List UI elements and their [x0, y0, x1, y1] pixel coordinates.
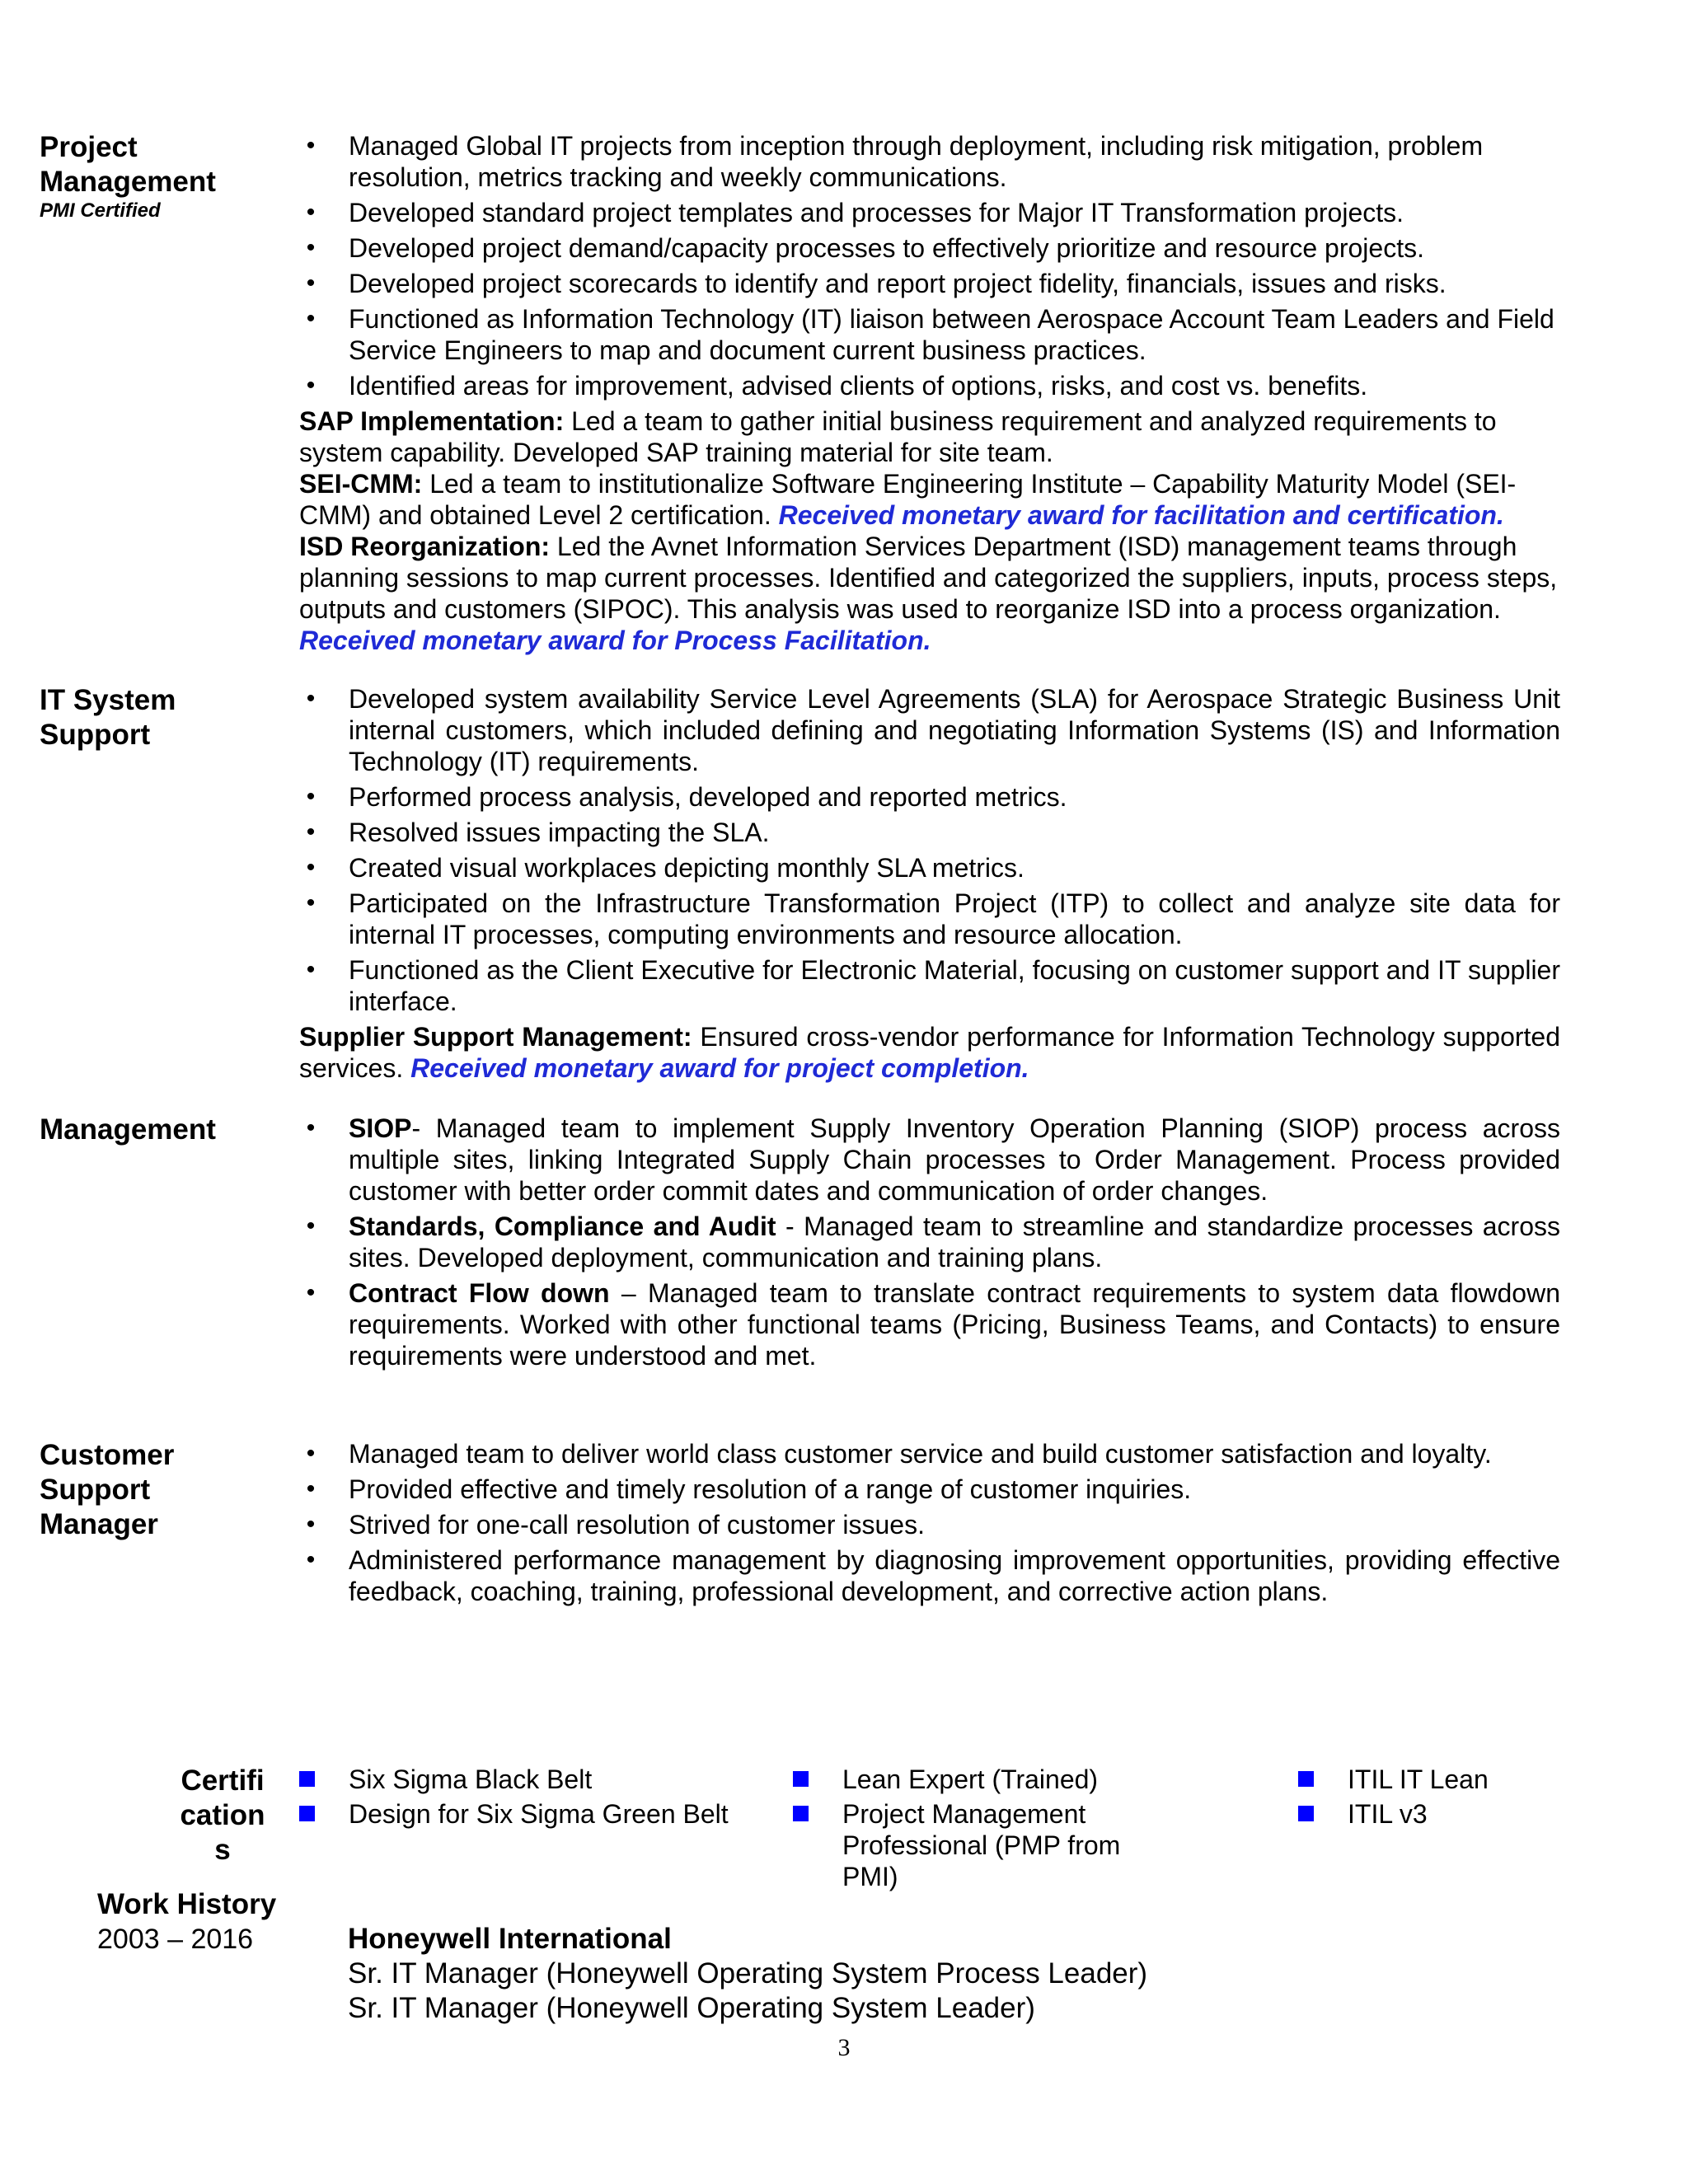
certifications-column — [793, 1764, 1254, 1896]
bullet-icon: • — [306, 783, 316, 810]
bullet-icon: • — [306, 1511, 316, 1538]
certifications-title: Certifications — [180, 1765, 265, 1866]
page-number: 3 — [837, 2034, 851, 2061]
sap-paragraph: SAP Implementation: Led a team to gather initial business requirement and analyzed requirements to system capability. Developed SAP training material for site team. — [299, 406, 1497, 467]
bullet-icon: • — [306, 889, 316, 916]
certification-item: Design for Six Sigma Green Belt — [299, 1798, 761, 1830]
list-item: • Performed process analysis, developed and reported metrics. — [299, 781, 1560, 813]
section-body — [299, 130, 1585, 656]
bullet-icon: • — [306, 234, 316, 261]
square-bullet-icon — [793, 1771, 809, 1787]
bullet-list — [299, 130, 1585, 401]
certification-item: Six Sigma Black Belt — [299, 1764, 761, 1795]
list-item: • Developed project scorecards to identify and report project fidelity, financials, issues and risks. — [299, 268, 1585, 299]
list-item: • Strived for one-call resolution of customer issues. — [299, 1509, 1560, 1540]
list-item: • Functioned as the Client Executive for Electronic Material, focusing on customer support and IT supplier interface. — [299, 954, 1560, 1017]
section-title: Management — [40, 1113, 216, 1146]
bullet-icon: • — [306, 854, 316, 881]
award-text: Received monetary award for Process Facilitation. — [299, 626, 931, 655]
square-bullet-icon — [793, 1806, 809, 1821]
award-text: Received monetary award for project completion. — [410, 1053, 1029, 1083]
list-item: • SIOP- Managed team to implement Supply Inventory Operation Planning (SIOP) process across multiple sites, linking Integrated Supply Chain processes to Order Management. Process provided customer with better order commit dates and communication of order changes. — [299, 1113, 1560, 1207]
list-item: • Provided effective and timely resolution of a range of customer inquiries. — [299, 1474, 1560, 1505]
certification-item: ITIL v3 — [1298, 1798, 1628, 1830]
bullet-icon: • — [306, 1440, 316, 1467]
work-history-role: Sr. IT Manager (Honeywell Operating System Process Leader) — [348, 1957, 1148, 1990]
bullet-icon: • — [306, 305, 316, 332]
list-item: • Managed Global IT projects from inception through deployment, including risk mitigation, problem resolution, metrics tracking and weekly communications. — [299, 130, 1585, 193]
list-item: • Administered performance management by diagnosing improvement opportunities, providing effective feedback, coaching, training, professional development, and corrective action plans. — [299, 1544, 1560, 1607]
work-history-title: Work History — [97, 1888, 277, 1920]
list-item: • Developed project demand/capacity processes to effectively prioritize and resource projects. — [299, 232, 1585, 264]
square-bullet-icon — [1298, 1771, 1314, 1787]
bullet-icon: • — [306, 199, 316, 226]
supplier-paragraph: Supplier Support Management: Ensured cross-vendor performance for Information Technology supported services. Received monetary award for project completion. — [299, 1022, 1561, 1083]
list-item: • Managed team to deliver world class customer service and build customer satisfaction and loyalty. — [299, 1438, 1560, 1469]
bullet-icon: • — [306, 1475, 316, 1502]
section-subtitle: PMI Certified — [40, 199, 161, 222]
square-bullet-icon — [299, 1806, 315, 1821]
section-body — [299, 1438, 1560, 1611]
square-bullet-icon — [1298, 1806, 1314, 1821]
award-text: Received monetary award for facilitation and certification. — [778, 500, 1504, 530]
list-item: • Created visual workplaces depicting monthly SLA metrics. — [299, 852, 1560, 883]
bullet-list — [299, 1438, 1560, 1607]
section-title: IT System Support — [40, 684, 176, 751]
bullet-icon: • — [306, 956, 316, 983]
work-history-years: 2003 – 2016 — [97, 1924, 254, 1955]
bullet-list — [299, 683, 1560, 1017]
bullet-icon: • — [306, 818, 316, 846]
bullet-icon: • — [306, 1546, 316, 1573]
list-item: • Contract Flow down – Managed team to translate contract requirements to system data flowdown requirements. Worked with other functional teams (Pricing, Business Teams, and Contacts) to ensure requirements were understood and met. — [299, 1277, 1560, 1371]
bullet-icon: • — [306, 1212, 316, 1240]
certifications-column — [299, 1764, 761, 1833]
square-bullet-icon — [299, 1771, 315, 1787]
work-history-role: Sr. IT Manager (Honeywell Operating System Leader) — [348, 1992, 1035, 2024]
bullet-icon: • — [306, 1114, 316, 1141]
certifications-column — [1298, 1764, 1628, 1833]
section-body — [299, 683, 1560, 1084]
bullet-icon: • — [306, 132, 316, 159]
bullet-icon: • — [306, 269, 316, 297]
list-item: • Functioned as Information Technology (IT) liaison between Aerospace Account Team Leaders and Field Service Engineers to map and document current business practices. — [299, 303, 1585, 366]
section-body — [299, 1113, 1560, 1376]
section-title — [40, 130, 287, 223]
section-title: Customer Support Manager — [40, 1439, 175, 1540]
bullet-icon: • — [306, 685, 316, 712]
bullet-icon: • — [306, 372, 316, 399]
certification-item: Lean Expert (Trained) — [793, 1764, 1254, 1795]
certification-item: Project Management Professional (PMP from PMI) — [793, 1798, 1156, 1892]
list-item: • Developed standard project templates and processes for Major IT Transformation projects. — [299, 197, 1585, 228]
bullet-list — [299, 1113, 1560, 1371]
work-history-company: Honeywell International — [348, 1923, 672, 1955]
list-item: • Resolved issues impacting the SLA. — [299, 817, 1560, 848]
section-title-text: Project Management — [40, 131, 216, 198]
list-item: • Identified areas for improvement, advised clients of options, risks, and cost vs. benefits. — [299, 370, 1585, 401]
list-item: • Standards, Compliance and Audit - Managed team to streamline and standardize processes across sites. Developed deployment, communication and training plans. — [299, 1211, 1560, 1273]
sei-paragraph: SEI-CMM: Led a team to institutionalize Software Engineering Institute – Capability Maturity Model (SEI-CMM) and obtained Level 2 certification. Received monetary award for facilitation and certification. — [299, 469, 1517, 530]
certification-item: ITIL IT Lean — [1298, 1764, 1628, 1795]
list-item: • Developed system availability Service Level Agreements (SLA) for Aerospace Strategic Business Unit internal customers, which included defining and negotiating Information Systems (IS) and Information Technology (IT) requirements. — [299, 683, 1560, 777]
list-item: • Participated on the Infrastructure Transformation Project (ITP) to collect and analyze site data for internal IT processes, computing environments and resource allocation. — [299, 888, 1560, 950]
bullet-icon: • — [306, 1279, 316, 1306]
isd-paragraph: ISD Reorganization: Led the Avnet Information Services Department (ISD) management teams through planning sessions to map current processes. Identified and categorized the suppliers, inputs, process steps, outputs and customers (SIPOC). This analysis was used to reorganize ISD into a process organization. Received monetary award for Process Facilitation. — [299, 532, 1558, 655]
